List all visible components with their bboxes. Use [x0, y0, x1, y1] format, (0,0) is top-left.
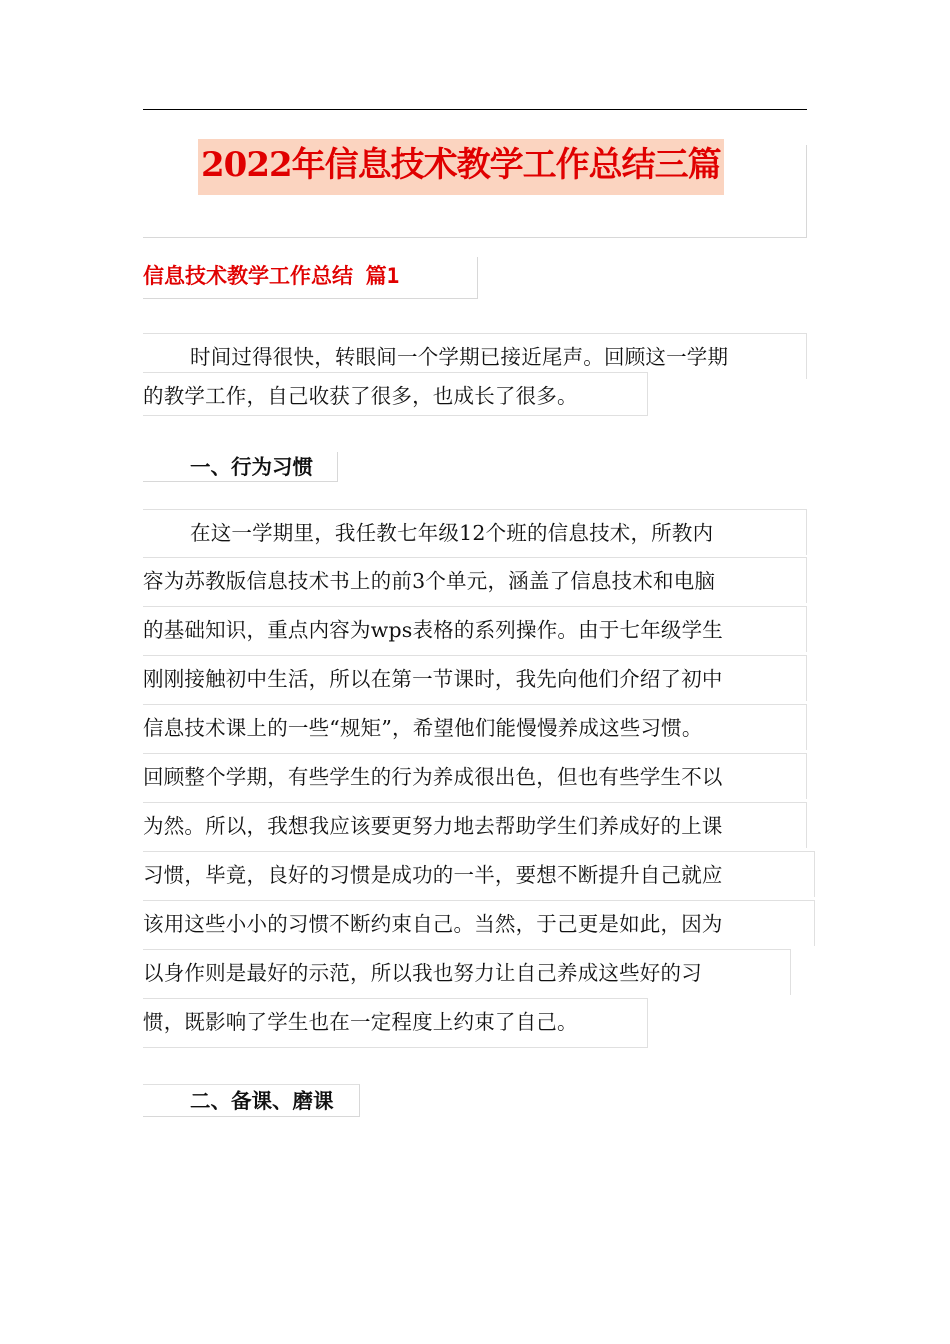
body-line-5: 信息技术课上的一些“规矩”，希望他们能慢慢养成这些习惯。 — [143, 704, 807, 750]
body-line-4: 刚刚接触初中生活，所以在第一节课时，我先向他们介绍了初中 — [143, 655, 807, 701]
body-line-10: 以身作则是最好的示范，所以我也努力让自己养成这些好的习 — [143, 949, 791, 995]
intro-line-2: 的教学工作，自己收获了很多，也成长了很多。 — [143, 372, 648, 416]
section-heading: 信息技术教学工作总结 篇1 — [143, 257, 478, 299]
body-line-2: 容为苏教版信息技术书上的前3个单元，涵盖了信息技术和电脑 — [143, 557, 807, 603]
heading-behavior-habits: 一、行为习惯 — [143, 452, 338, 482]
intro-line-1: 时间过得很快，转眼间一个学期已接近尾声。回顾这一学期 — [143, 333, 807, 379]
body-line-9: 该用这些小小的习惯不断约束自己。当然，于己更是如此，因为 — [143, 900, 815, 946]
body-line-11: 惯，既影响了学生也在一定程度上约束了自己。 — [143, 998, 648, 1048]
body-line-8: 习惯，毕竟，良好的习惯是成功的一半，要想不断提升自己就应 — [143, 851, 815, 897]
header-rule — [143, 109, 807, 110]
document-title: 2022年信息技术教学工作总结三篇 — [198, 139, 724, 195]
body-line-7: 为然。所以，我想我应该要更努力地去帮助学生们养成好的上课 — [143, 802, 807, 848]
body-line-6: 回顾整个学期，有些学生的行为养成很出色，但也有些学生不以 — [143, 753, 807, 799]
body-line-1: 在这一学期里，我任教七年级12个班的信息技术，所教内 — [143, 509, 807, 555]
heading-lesson-prep: 二、备课、磨课 — [143, 1084, 360, 1117]
body-line-3: 的基础知识，重点内容为wps表格的系列操作。由于七年级学生 — [143, 606, 807, 652]
